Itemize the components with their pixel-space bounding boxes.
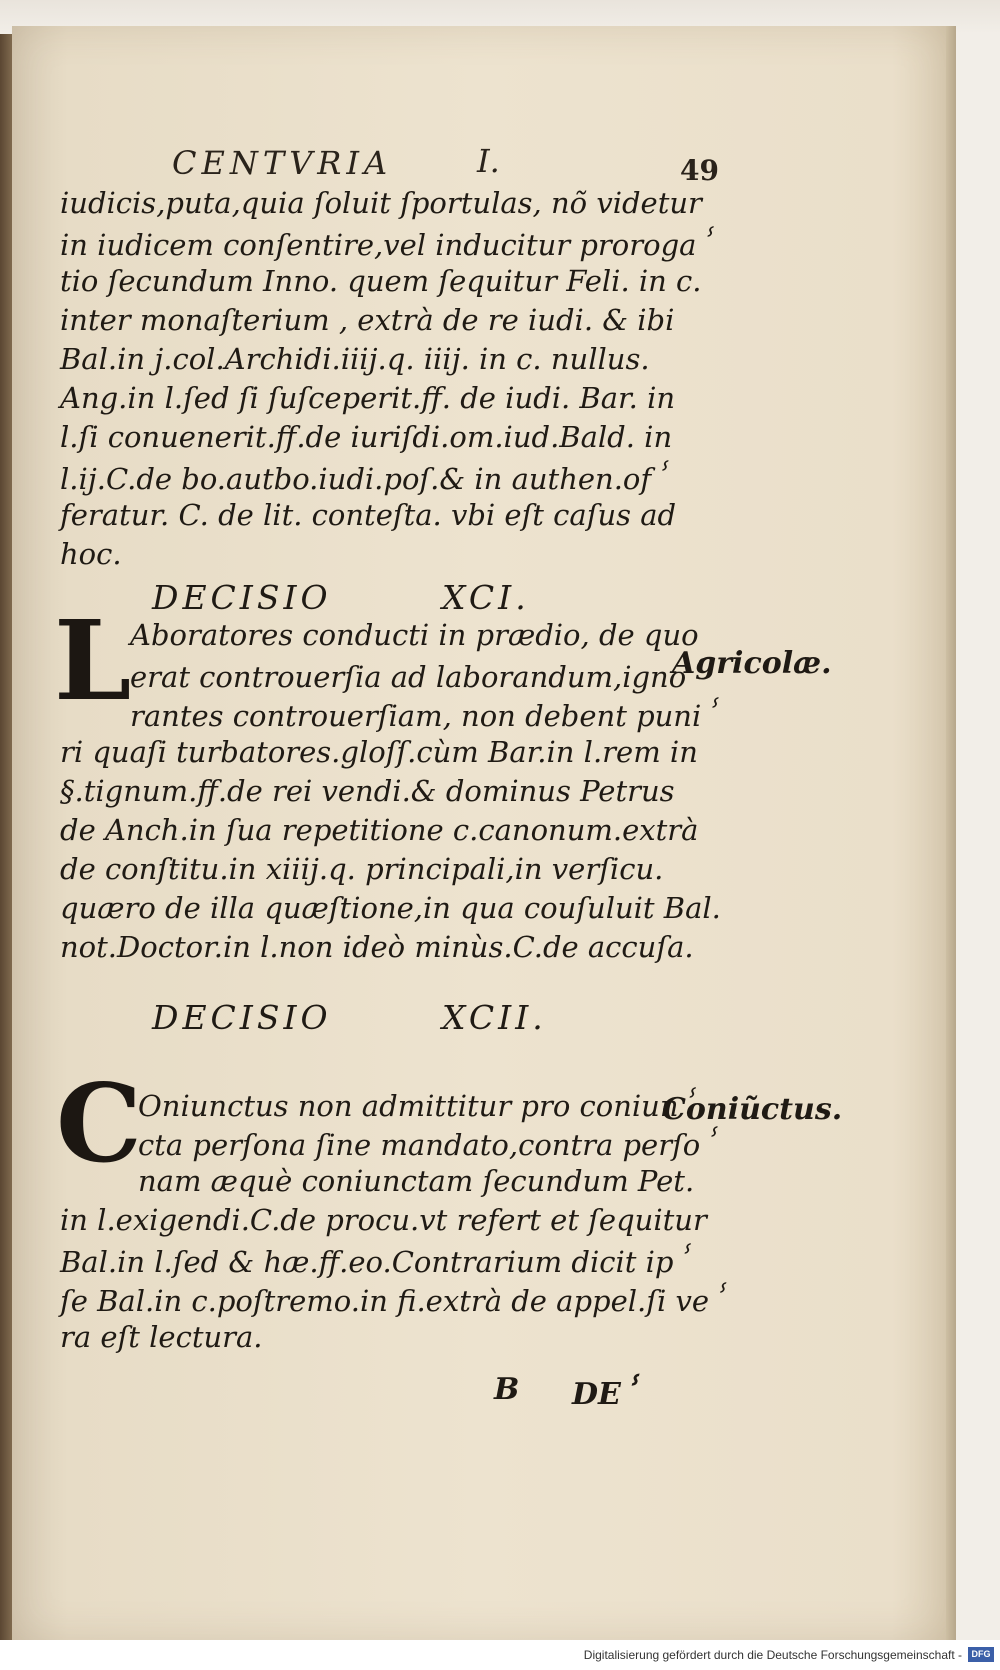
- page-edge: [946, 26, 956, 1640]
- section-heading-number: XCI.: [442, 578, 530, 617]
- signature-mark: B: [494, 1372, 520, 1407]
- drop-cap-c: C: [56, 1061, 142, 1187]
- text-line: de Anch.in ſua repetitione c.canonum.extrà: [60, 813, 699, 847]
- text-line: in l.exigendi.C.de procu.vt refert et ſequitur: [60, 1203, 707, 1237]
- footer-bar: [0, 1640, 1000, 1670]
- margin-note-coniunctus: Coniũctus.: [662, 1092, 843, 1127]
- section-heading-number: XCII.: [442, 998, 547, 1037]
- text-line: tio ſecundum Inno. quem ſequitur Feli. in c.: [60, 264, 702, 298]
- text-line: feratur. C. de lit. conteſta. vbi eſt caſus ad: [60, 498, 677, 532]
- text-line: Bal.in l.ſed & hæ.ff.eo.Contrarium dicit ipⸯ: [60, 1245, 691, 1279]
- section-heading-decisio: DECISIO: [152, 998, 332, 1037]
- text-line: Ang.in l.ſed ſi ſuſceperit.ff. de iudi. Bar. in: [60, 381, 676, 415]
- text-line: in iudicem conſentire,vel inducitur prorogaⸯ: [60, 228, 714, 262]
- text-line: nam æquè coniunctam ſecundum Pet.: [138, 1164, 695, 1198]
- text-line: §.tignum.ff.de rei vendi.& dominus Petrus: [60, 774, 675, 808]
- folio-number: 49: [680, 154, 719, 187]
- text-line: cta perſona ſine mandato,contra perſoⸯ: [138, 1128, 718, 1162]
- text-line: quæro de illa quæſtione,in qua couſuluit Bal.: [60, 891, 721, 925]
- text-line: not.Doctor.in l.non ideò minùs.C.de accuſa.: [60, 930, 694, 964]
- dfg-logo: DFG: [968, 1647, 994, 1662]
- text-line: ri quaſi turbatores.gloſſ.cùm Bar.in l.rem in: [60, 735, 698, 769]
- text-line: Aboratores conducti in prædio, de quo: [130, 618, 699, 652]
- text-line: inter monaſterium , extrà de re iudi. & ibi: [60, 303, 675, 337]
- text-line: rantes controuerſiam, non debent puniⸯ: [130, 699, 718, 733]
- text-line: l.ij.C.de bo.autbo.iudi.poſ.& in authen.ofⸯ: [60, 462, 668, 496]
- text-line: hoc.: [60, 537, 122, 571]
- margin-note-agricolae: Agricolæ.: [672, 646, 832, 681]
- book-page: [12, 26, 950, 1640]
- text-line: erat controuerſia ad laborandum,ignoⸯ: [130, 660, 703, 694]
- running-title: CENTVRIA: [172, 144, 393, 182]
- running-number: I.: [477, 142, 500, 180]
- catchword: DEⸯ: [572, 1377, 639, 1412]
- digitization-credit: Digitalisierung gefördert durch die Deutsche Forschungsgemeinschaft -: [583, 1648, 962, 1662]
- text-line: de conſtitu.in xiiij.q. principali,in verſicu.: [60, 852, 664, 886]
- text-line: Oniunctus non admittitur pro coniunⸯ: [138, 1089, 696, 1123]
- section-heading-decisio: DECISIO: [152, 578, 332, 617]
- text-line: Bal.in j.col.Archidi.iiij.q. iiij. in c. nullus.: [60, 342, 650, 376]
- drop-cap-l: L: [54, 596, 132, 725]
- text-line: iudicis,puta,quia ſoluit ſportulas, nõ videtur: [60, 186, 702, 220]
- text-line: ra eſt lectura.: [60, 1320, 263, 1354]
- text-line: ſe Bal.in c.poſtremo.in fi.extrà de appel.ſi veⸯ: [60, 1284, 726, 1318]
- text-line: l.ſi conuenerit.ff.de iuriſdi.om.iud.Bald. in: [60, 420, 673, 454]
